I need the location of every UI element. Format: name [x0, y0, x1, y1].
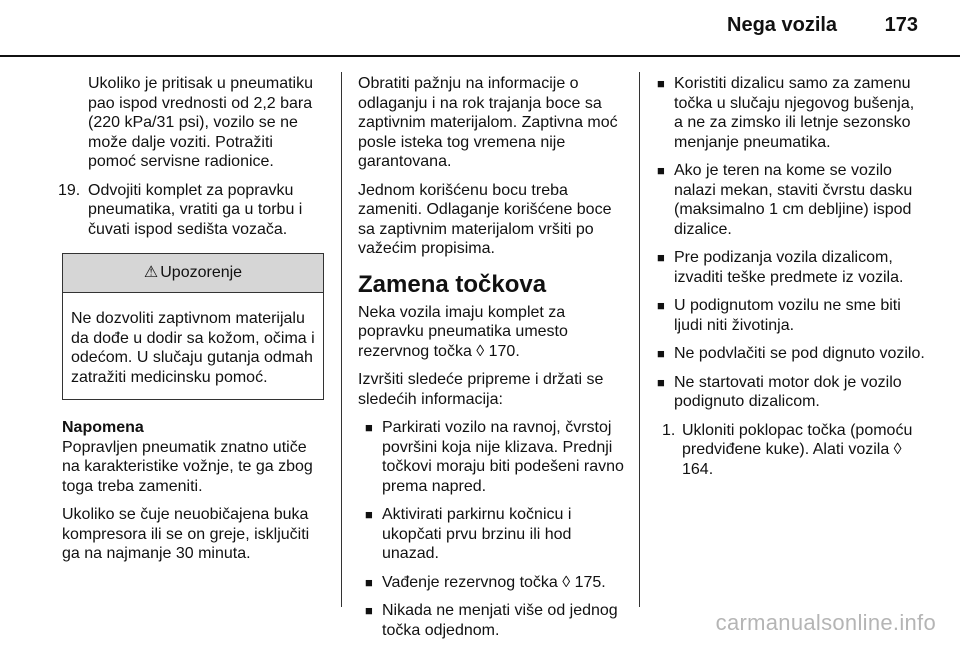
list-item-text: U podignutom vozilu ne sme biti ljudi niti životinja.	[674, 297, 901, 334]
continuation-text: Ukoliko je pritisak u pneumatiku pao ispod vrednosti od 2,2 bara (220 kPa/31 psi), vozilo se ne može dalje voziti. Potražiti pomoć servisne radionice.	[88, 75, 313, 170]
bullet-icon: ■	[657, 250, 665, 265]
list-item	[358, 601, 630, 640]
paragraph-prepare: Izvršiti sledeće pripreme i držati se sledećih informacija:	[358, 371, 604, 408]
warning-title: Upozorenje	[160, 264, 243, 281]
page-number: 173	[884, 14, 918, 36]
step-text: Odvojiti komplet za popravku pneumatika, vratiti ga u torbu i čuvati ispod sedišta vozača.	[88, 181, 303, 238]
step-text: Ukloniti poklopac točka (pomoću predviđene kuke). Alati vozila ◊ 164.	[682, 421, 913, 478]
list-item-text: Parkirati vozilo na ravnoj, čvrstoj površini koja nije klizava. Prednji točkovi moraju biti podešeni ravno prema napred.	[382, 419, 624, 495]
list-item-text: Ako je teren na kome se vozilo nalazi mekan, staviti čvrstu dasku (maksimalno 1 cm debljine) ispod dizalice.	[674, 162, 913, 238]
bullet-icon: ■	[657, 346, 665, 361]
warning-header	[63, 254, 323, 293]
column-3	[650, 74, 925, 479]
list-item	[358, 573, 630, 593]
watermark: carmanualsonline.info	[715, 610, 936, 635]
list-item-text: Nikada ne menjati više od jednog točka odjednom.	[382, 602, 618, 639]
paragraph-kit: Neka vozila imaju komplet za popravku pneumatika umesto rezervnog točka ◊ 170.	[358, 303, 568, 360]
warning-icon: ⚠	[143, 264, 159, 281]
header-rule	[0, 55, 960, 57]
warning-box	[62, 253, 324, 400]
paragraph-replace-bottle: Jednom korišćenu bocu treba zameniti. Odlaganje korišćene boce sa zaptivnim materijalom vršiti po važećim propisima.	[358, 181, 612, 257]
list-item	[650, 373, 925, 412]
note-title: Napomena	[62, 419, 144, 436]
list-item-text: Koristiti dizalicu samo za zamenu točka u slučaju njegovog bušenja, a ne za zimsko ili letnje sezonsko menjanje pneumatika.	[674, 75, 915, 151]
list-item	[650, 344, 925, 364]
list-item	[650, 248, 925, 287]
column-2	[358, 74, 630, 649]
step-number: 19.	[58, 181, 81, 199]
bullet-icon: ■	[365, 574, 373, 590]
list-item	[650, 161, 925, 239]
list-item	[358, 418, 630, 496]
note-text-1: Popravljen pneumatik znatno utiče na karakteristike vožnje, te ga zbog toga treba zameniti.	[62, 438, 313, 495]
list-item-text: Vađenje rezervnog točka ◊ 175.	[382, 573, 606, 591]
bullet-icon: ■	[657, 298, 665, 313]
step-number: 1.	[662, 421, 676, 439]
page-title: Nega vozila	[727, 14, 838, 36]
list-item	[650, 296, 925, 335]
note-text-2: Ukoliko se čuje neuobičajena buka kompresora ili se on greje, isključiti ga na najmanje 30 minuta.	[62, 506, 310, 562]
list-item	[358, 505, 630, 564]
list-item-text: Ne startovati motor dok je vozilo podignuto dizalicom.	[674, 373, 902, 410]
bullet-icon: ■	[657, 163, 665, 178]
bullet-icon: ■	[365, 603, 373, 618]
warning-text: Ne dozvoliti zaptivnom materijalu da dođe u dodir sa kožom, očima i odećom. U slučaju gutanja odmah zatražiti medicinsku pomoć.	[71, 310, 315, 386]
bullet-icon: ■	[657, 76, 665, 91]
bullet-icon: ■	[365, 420, 373, 435]
step-1	[650, 421, 925, 480]
section-title: Zamena točkova	[358, 270, 547, 298]
list-item-text: Ne podvlačiti se pod dignuto vozilo.	[674, 345, 925, 362]
page-header	[727, 14, 918, 37]
list-item-text: Aktivirati parkirnu kočnicu i ukopčati prvu brzinu ili hod unazad.	[382, 506, 572, 562]
paragraph-disposal: Obratiti pažnju na informacije o odlaganju i na rok trajanja boce sa zaptivnim materijalom. Zaptivna moć posle isteka tog vremena nije garantovana.	[358, 75, 618, 170]
bullet-icon: ■	[657, 374, 665, 390]
step-19	[58, 181, 324, 240]
column-divider-2	[639, 72, 640, 607]
list-item	[650, 74, 925, 152]
column-divider-1	[341, 72, 342, 607]
list-item-text: Pre podizanja vozila dizalicom, izvaditi teške predmete iz vozila.	[674, 249, 904, 286]
column-1	[58, 74, 324, 573]
bullet-icon: ■	[365, 507, 373, 522]
